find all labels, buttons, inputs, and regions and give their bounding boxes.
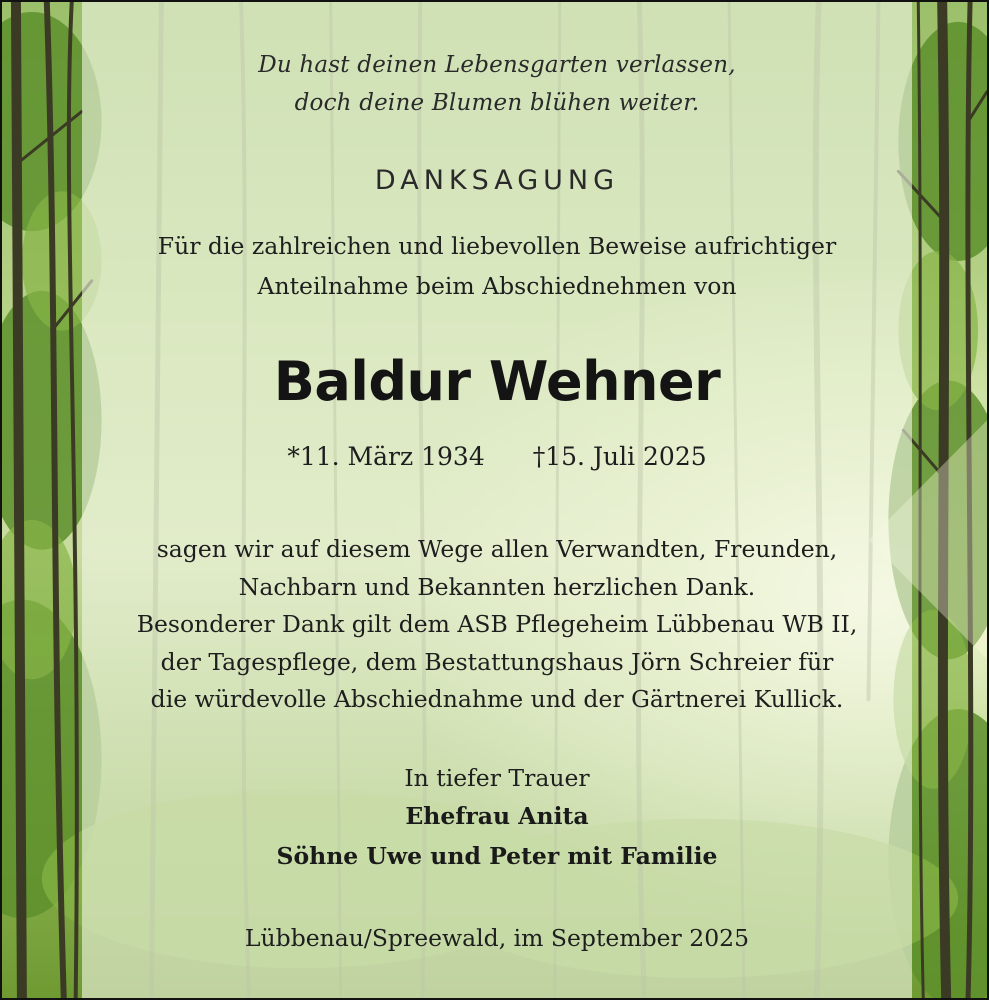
thanks-line-1: sagen wir auf diesem Wege allen Verwandten, Freunden, xyxy=(156,535,838,563)
mourners-intro: In tiefer Trauer xyxy=(404,764,590,792)
intro-line-1: Für die zahlreichen und liebevollen Beweise aufrichtiger xyxy=(157,232,837,260)
death-date: †15. Juli 2025 xyxy=(532,442,707,471)
intro-line-2: Anteilnahme beim Abschiednehmen von xyxy=(257,272,737,300)
notice-text-block xyxy=(82,2,912,1000)
mourner-children: Söhne Uwe und Peter mit Familie xyxy=(276,842,718,870)
heading: DANKSAGUNG xyxy=(374,165,620,196)
thanks-line-4: der Tagespflege, dem Bestattungshaus Jörn Schreier für xyxy=(160,648,834,676)
motto-line-1: Du hast deinen Lebensgarten verlassen, xyxy=(258,52,736,78)
life-dates xyxy=(82,442,912,471)
birth-date: *11. März 1934 xyxy=(287,442,485,471)
deceased-name: Baldur Wehner xyxy=(273,350,721,413)
thanks-line-2: Nachbarn und Bekannten herzlichen Dank. xyxy=(238,573,756,601)
place-and-date: Lübbenau/Spreewald, im September 2025 xyxy=(244,924,750,952)
thanks-line-3: Besonderer Dank gilt dem ASB Pflegeheim Lübbenau WB II, xyxy=(136,610,858,638)
motto-line-2: doch deine Blumen blühen weiter. xyxy=(294,90,700,116)
mourner-spouse: Ehefrau Anita xyxy=(405,802,589,830)
thanks-line-5: die würdevolle Abschiednahme und der Gärtnerei Kullick. xyxy=(150,685,844,713)
